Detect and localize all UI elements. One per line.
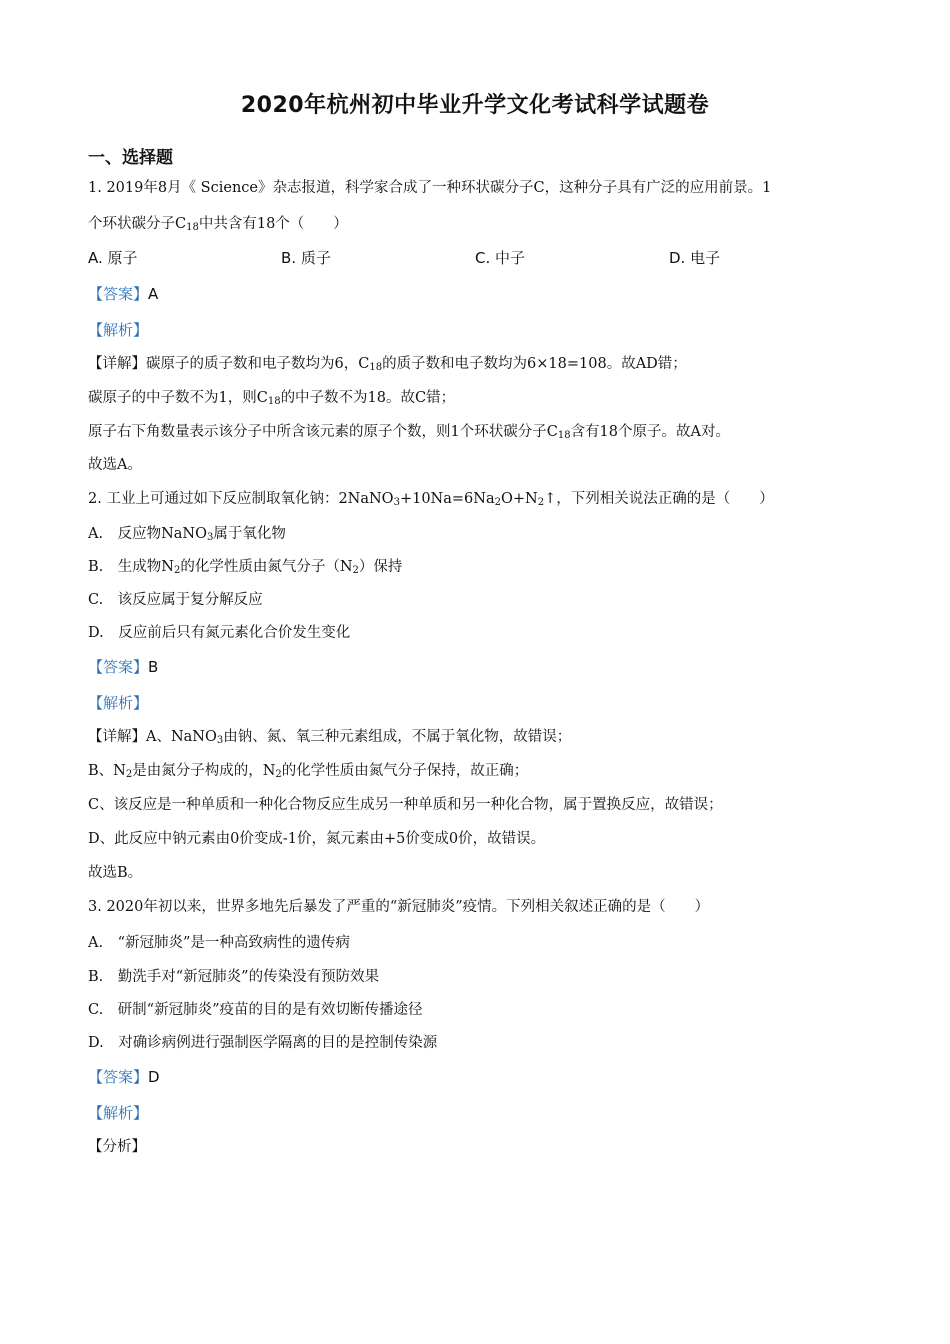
answer-value: D xyxy=(148,1068,160,1086)
q2-answer xyxy=(88,657,158,677)
q2-option-b: B. 生成物$N_2$的化学性质由氮气分子$(N_2)$保持 xyxy=(88,559,403,576)
q3-analysis-label: 【解析】 xyxy=(88,1104,149,1122)
answer-value: B xyxy=(148,658,159,676)
q1-option-a: A. 原子 xyxy=(88,249,138,267)
q1-detail-line-3: 原子右下角数量表示该分子中所含该元素的原子个数，则1个环状碳分子$C_{18}$含有18个原子。故A对。 xyxy=(88,424,730,441)
answer-value: A xyxy=(148,285,159,303)
q2-choose: 故选B。 xyxy=(88,865,143,881)
q2-option-a: A. 反应物NaNO$_3$属于氧化物 xyxy=(88,526,286,543)
q2-detail-line-2: B、$N_2$是由氮分子构成的，$N_2$的化学性质由氮气分子保持，故正确； xyxy=(88,763,529,780)
q1-option-b: B. 质子 xyxy=(281,249,331,267)
section-heading: 一、选择题 xyxy=(88,148,173,168)
q3-stem: 3. 2020年初以来，世界多地先后暴发了严重的“新冠肺炎”疫情。下列相关叙述正确的是（ ） xyxy=(88,899,710,915)
q3-option-b: B. 勤洗手对“新冠肺炎”的传染没有预防效果 xyxy=(88,969,380,985)
q1-detail-line-2: 碳原子的中子数不为1，则$C_{18}$的中子数不为18。故C错； xyxy=(88,390,456,407)
q1-choose: 故选A。 xyxy=(88,457,142,473)
q1-option-c: C. 中子 xyxy=(475,249,526,267)
q3-answer xyxy=(88,1067,160,1087)
q2-detail-line-4: D、此反应中钠元素由0价变成-1价，氮元素由+5价变成0价，故错误。 xyxy=(88,831,546,847)
answer-label: 【答案】 xyxy=(88,658,149,676)
q1-stem-line-1: 1. 2019年8月《 Science》杂志报道，科学家合成了一种环状碳分子C，这种分子具有广泛的应用前景。1 xyxy=(88,180,772,196)
q3-fenxi-label: 【分析】 xyxy=(88,1139,146,1155)
q3-option-c: C. 研制“新冠肺炎”疫苗的目的是有效切断传播途径 xyxy=(88,1002,423,1018)
q2-detail-line-1: 【详解】A、NaNO$_3$由钠、氮、氧三种元素组成，不属于氧化物，故错误； xyxy=(88,729,572,746)
q1-option-d: D. 电子 xyxy=(669,249,721,267)
q2-detail-line-3: C、该反应是一种单质和一种化合物反应生成另一种单质和另一种化合物，属于置换反应，故错误； xyxy=(88,797,723,813)
page-title: 2020年杭州初中毕业升学文化考试科学试题卷 xyxy=(240,93,710,118)
q1-detail-line-1: 【详解】碳原子的质子数和电子数均为6，$C_{18}$的质子数和电子数均为6×18=108。故AD错； xyxy=(88,356,687,373)
q2-analysis-label: 【解析】 xyxy=(88,694,149,712)
answer-label: 【答案】 xyxy=(88,1068,149,1086)
answer-label: 【答案】 xyxy=(88,285,149,303)
q2-option-d: D. 反应前后只有氮元素化合价发生变化 xyxy=(88,625,351,641)
q2-stem: 2. 工业上可通过如下反应制取氧化钠：$2NaNO_3+10Na=6Na_2O+N_2↑$，下列相关说法正确的是（ ） xyxy=(88,491,774,508)
q1-stem-line-2: 个环状碳分子$C_{18}$中共含有18个（ ） xyxy=(88,216,348,233)
q1-analysis-label: 【解析】 xyxy=(88,321,149,339)
q1-answer xyxy=(88,284,158,304)
q2-option-c: C. 该反应属于复分解反应 xyxy=(88,592,263,608)
q3-option-d: D. 对确诊病例进行强制医学隔离的目的是控制传染源 xyxy=(88,1035,438,1051)
q3-option-a: A. “新冠肺炎”是一种高致病性的遗传病 xyxy=(88,935,350,951)
